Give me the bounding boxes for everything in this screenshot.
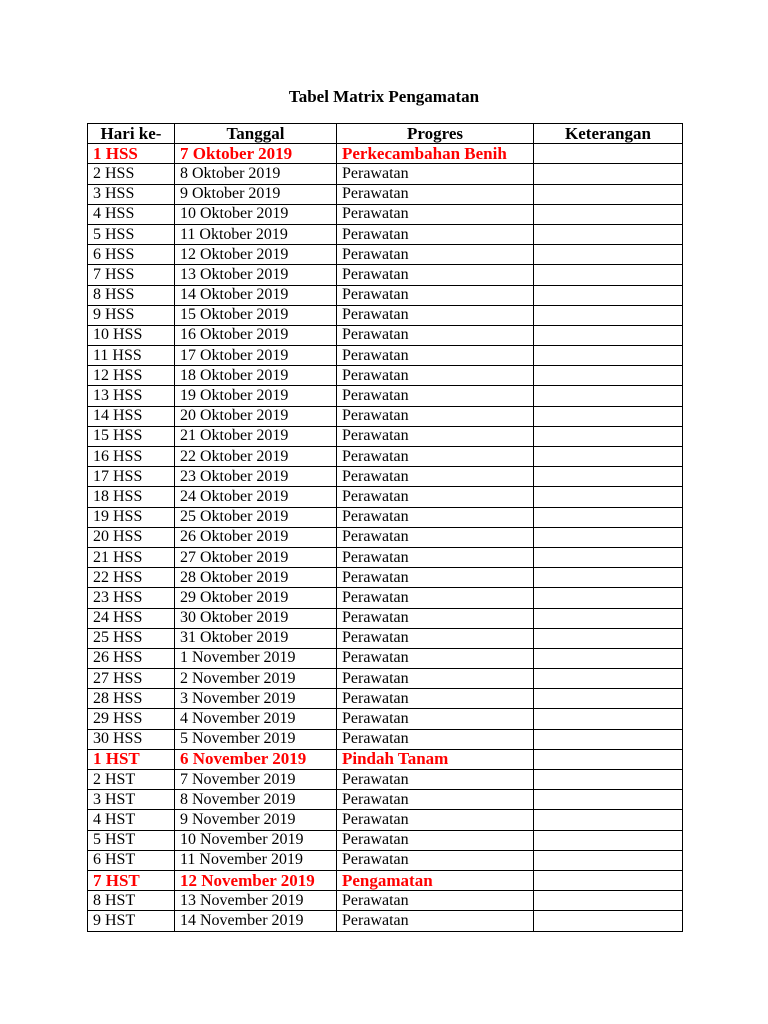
table-row — [88, 547, 683, 567]
table-row — [88, 790, 683, 810]
cell-progress: Perawatan — [337, 810, 534, 830]
cell-progress: Perawatan — [337, 648, 534, 668]
cell-date: 9 November 2019 — [175, 810, 337, 830]
cell-day: 6 HST — [88, 850, 175, 870]
table-row — [88, 204, 683, 224]
cell-day: 5 HSS — [88, 224, 175, 244]
cell-day: 1 HST — [88, 749, 175, 769]
table-row — [88, 568, 683, 588]
cell-progress: Perawatan — [337, 709, 534, 729]
table-row — [88, 891, 683, 911]
cell-date: 18 Oktober 2019 — [175, 366, 337, 386]
cell-note — [534, 608, 683, 628]
cell-progress: Perawatan — [337, 911, 534, 931]
cell-note — [534, 830, 683, 850]
cell-note — [534, 527, 683, 547]
cell-day: 8 HST — [88, 891, 175, 911]
table-row — [88, 588, 683, 608]
table-row — [88, 144, 683, 164]
cell-date: 8 November 2019 — [175, 790, 337, 810]
table-row — [88, 527, 683, 547]
table-row — [88, 467, 683, 487]
cell-note — [534, 426, 683, 446]
cell-day: 9 HSS — [88, 305, 175, 325]
cell-progress: Perawatan — [337, 285, 534, 305]
cell-date: 20 Oktober 2019 — [175, 406, 337, 426]
cell-progress: Perawatan — [337, 830, 534, 850]
table-row — [88, 164, 683, 184]
table-row — [88, 850, 683, 870]
cell-note — [534, 305, 683, 325]
cell-date: 11 November 2019 — [175, 850, 337, 870]
cell-day: 24 HSS — [88, 608, 175, 628]
cell-day: 5 HST — [88, 830, 175, 850]
cell-day: 22 HSS — [88, 568, 175, 588]
cell-progress: Perawatan — [337, 224, 534, 244]
table-row — [88, 386, 683, 406]
cell-progress: Perawatan — [337, 467, 534, 487]
cell-day: 20 HSS — [88, 527, 175, 547]
cell-progress: Perawatan — [337, 487, 534, 507]
table-row — [88, 487, 683, 507]
document-title: Tabel Matrix Pengamatan — [288, 87, 480, 106]
cell-date: 2 November 2019 — [175, 669, 337, 689]
table-row — [88, 507, 683, 527]
cell-progress: Perawatan — [337, 366, 534, 386]
cell-progress: Perawatan — [337, 669, 534, 689]
table-row — [88, 245, 683, 265]
cell-progress: Perawatan — [337, 265, 534, 285]
table-row — [88, 628, 683, 648]
table-row — [88, 810, 683, 830]
cell-progress: Perawatan — [337, 891, 534, 911]
cell-date: 22 Oktober 2019 — [175, 447, 337, 467]
cell-progress: Perawatan — [337, 305, 534, 325]
cell-day: 3 HSS — [88, 184, 175, 204]
cell-date: 4 November 2019 — [175, 709, 337, 729]
cell-progress: Perawatan — [337, 588, 534, 608]
cell-day: 26 HSS — [88, 648, 175, 668]
cell-date: 8 Oktober 2019 — [175, 164, 337, 184]
cell-note — [534, 386, 683, 406]
cell-date: 27 Oktober 2019 — [175, 547, 337, 567]
cell-day: 14 HSS — [88, 406, 175, 426]
cell-note — [534, 770, 683, 790]
cell-date: 14 November 2019 — [175, 911, 337, 931]
cell-date: 15 Oktober 2019 — [175, 305, 337, 325]
cell-day: 9 HST — [88, 911, 175, 931]
table-row — [88, 224, 683, 244]
cell-note — [534, 507, 683, 527]
cell-progress: Perawatan — [337, 507, 534, 527]
cell-note — [534, 891, 683, 911]
header-date: Tanggal — [175, 124, 337, 144]
cell-note — [534, 870, 683, 890]
header-day: Hari ke- — [88, 124, 175, 144]
header-progress: Progres — [337, 124, 534, 144]
cell-day: 18 HSS — [88, 487, 175, 507]
cell-date: 13 November 2019 — [175, 891, 337, 911]
cell-note — [534, 285, 683, 305]
cell-progress: Perawatan — [337, 325, 534, 345]
cell-date: 13 Oktober 2019 — [175, 265, 337, 285]
cell-progress: Pindah Tanam — [337, 749, 534, 769]
cell-note — [534, 628, 683, 648]
cell-date: 6 November 2019 — [175, 749, 337, 769]
cell-progress: Perkecambahan Benih — [337, 144, 534, 164]
table-row — [88, 305, 683, 325]
table-row — [88, 608, 683, 628]
cell-date: 19 Oktober 2019 — [175, 386, 337, 406]
cell-day: 25 HSS — [88, 628, 175, 648]
cell-progress: Pengamatan — [337, 870, 534, 890]
table-row — [88, 870, 683, 890]
cell-date: 26 Oktober 2019 — [175, 527, 337, 547]
cell-day: 27 HSS — [88, 669, 175, 689]
cell-note — [534, 204, 683, 224]
cell-day: 15 HSS — [88, 426, 175, 446]
cell-date: 31 Oktober 2019 — [175, 628, 337, 648]
table-body — [88, 144, 683, 931]
cell-day: 28 HSS — [88, 689, 175, 709]
cell-progress: Perawatan — [337, 628, 534, 648]
table-row — [88, 749, 683, 769]
table-row — [88, 406, 683, 426]
cell-note — [534, 689, 683, 709]
cell-progress: Perawatan — [337, 527, 534, 547]
cell-day: 23 HSS — [88, 588, 175, 608]
table-row — [88, 366, 683, 386]
cell-progress: Perawatan — [337, 689, 534, 709]
cell-day: 4 HSS — [88, 204, 175, 224]
cell-day: 8 HSS — [88, 285, 175, 305]
table-row — [88, 285, 683, 305]
cell-progress: Perawatan — [337, 245, 534, 265]
cell-date: 1 November 2019 — [175, 648, 337, 668]
cell-note — [534, 568, 683, 588]
cell-day: 4 HST — [88, 810, 175, 830]
cell-day: 3 HST — [88, 790, 175, 810]
cell-progress: Perawatan — [337, 608, 534, 628]
cell-note — [534, 729, 683, 749]
cell-note — [534, 850, 683, 870]
cell-date: 14 Oktober 2019 — [175, 285, 337, 305]
cell-progress: Perawatan — [337, 547, 534, 567]
cell-note — [534, 406, 683, 426]
cell-day: 7 HSS — [88, 265, 175, 285]
cell-note — [534, 790, 683, 810]
cell-day: 16 HSS — [88, 447, 175, 467]
table-row — [88, 447, 683, 467]
cell-date: 7 Oktober 2019 — [175, 144, 337, 164]
cell-note — [534, 447, 683, 467]
cell-day: 11 HSS — [88, 346, 175, 366]
table-row — [88, 689, 683, 709]
cell-date: 10 Oktober 2019 — [175, 204, 337, 224]
cell-date: 7 November 2019 — [175, 770, 337, 790]
cell-note — [534, 366, 683, 386]
cell-progress: Perawatan — [337, 770, 534, 790]
cell-note — [534, 265, 683, 285]
cell-date: 16 Oktober 2019 — [175, 325, 337, 345]
cell-note — [534, 709, 683, 729]
table-row — [88, 184, 683, 204]
cell-progress: Perawatan — [337, 447, 534, 467]
cell-note — [534, 911, 683, 931]
cell-day: 12 HSS — [88, 366, 175, 386]
cell-progress: Perawatan — [337, 346, 534, 366]
cell-note — [534, 648, 683, 668]
cell-progress: Perawatan — [337, 386, 534, 406]
cell-day: 2 HSS — [88, 164, 175, 184]
cell-date: 28 Oktober 2019 — [175, 568, 337, 588]
cell-note — [534, 669, 683, 689]
cell-progress: Perawatan — [337, 729, 534, 749]
cell-note — [534, 487, 683, 507]
cell-day: 10 HSS — [88, 325, 175, 345]
table-row — [88, 709, 683, 729]
cell-date: 30 Oktober 2019 — [175, 608, 337, 628]
cell-note — [534, 588, 683, 608]
table-header-row — [88, 124, 683, 144]
cell-note — [534, 749, 683, 769]
cell-note — [534, 325, 683, 345]
table-row — [88, 669, 683, 689]
cell-note — [534, 346, 683, 366]
cell-date: 17 Oktober 2019 — [175, 346, 337, 366]
table-row — [88, 325, 683, 345]
cell-day: 2 HST — [88, 770, 175, 790]
table-row — [88, 265, 683, 285]
cell-day: 21 HSS — [88, 547, 175, 567]
cell-day: 29 HSS — [88, 709, 175, 729]
cell-day: 7 HST — [88, 870, 175, 890]
cell-day: 1 HSS — [88, 144, 175, 164]
table-row — [88, 770, 683, 790]
cell-day: 6 HSS — [88, 245, 175, 265]
cell-date: 11 Oktober 2019 — [175, 224, 337, 244]
cell-note — [534, 184, 683, 204]
cell-day: 17 HSS — [88, 467, 175, 487]
table-row — [88, 346, 683, 366]
cell-date: 21 Oktober 2019 — [175, 426, 337, 446]
cell-date: 25 Oktober 2019 — [175, 507, 337, 527]
cell-date: 9 Oktober 2019 — [175, 184, 337, 204]
table-row — [88, 729, 683, 749]
table-row — [88, 911, 683, 931]
cell-date: 10 November 2019 — [175, 830, 337, 850]
cell-note — [534, 810, 683, 830]
cell-progress: Perawatan — [337, 164, 534, 184]
cell-day: 13 HSS — [88, 386, 175, 406]
cell-date: 12 November 2019 — [175, 870, 337, 890]
cell-progress: Perawatan — [337, 406, 534, 426]
cell-note — [534, 144, 683, 164]
cell-day: 30 HSS — [88, 729, 175, 749]
cell-progress: Perawatan — [337, 568, 534, 588]
cell-date: 12 Oktober 2019 — [175, 245, 337, 265]
cell-progress: Perawatan — [337, 204, 534, 224]
observation-matrix-table — [87, 123, 683, 932]
cell-progress: Perawatan — [337, 184, 534, 204]
cell-note — [534, 547, 683, 567]
cell-note — [534, 245, 683, 265]
cell-note — [534, 467, 683, 487]
cell-progress: Perawatan — [337, 790, 534, 810]
cell-progress: Perawatan — [337, 850, 534, 870]
table-row — [88, 648, 683, 668]
cell-day: 19 HSS — [88, 507, 175, 527]
table-row — [88, 830, 683, 850]
cell-date: 24 Oktober 2019 — [175, 487, 337, 507]
cell-note — [534, 164, 683, 184]
header-note: Keterangan — [534, 124, 683, 144]
cell-note — [534, 224, 683, 244]
cell-date: 3 November 2019 — [175, 689, 337, 709]
cell-date: 29 Oktober 2019 — [175, 588, 337, 608]
table-row — [88, 426, 683, 446]
cell-progress: Perawatan — [337, 426, 534, 446]
cell-date: 5 November 2019 — [175, 729, 337, 749]
cell-date: 23 Oktober 2019 — [175, 467, 337, 487]
